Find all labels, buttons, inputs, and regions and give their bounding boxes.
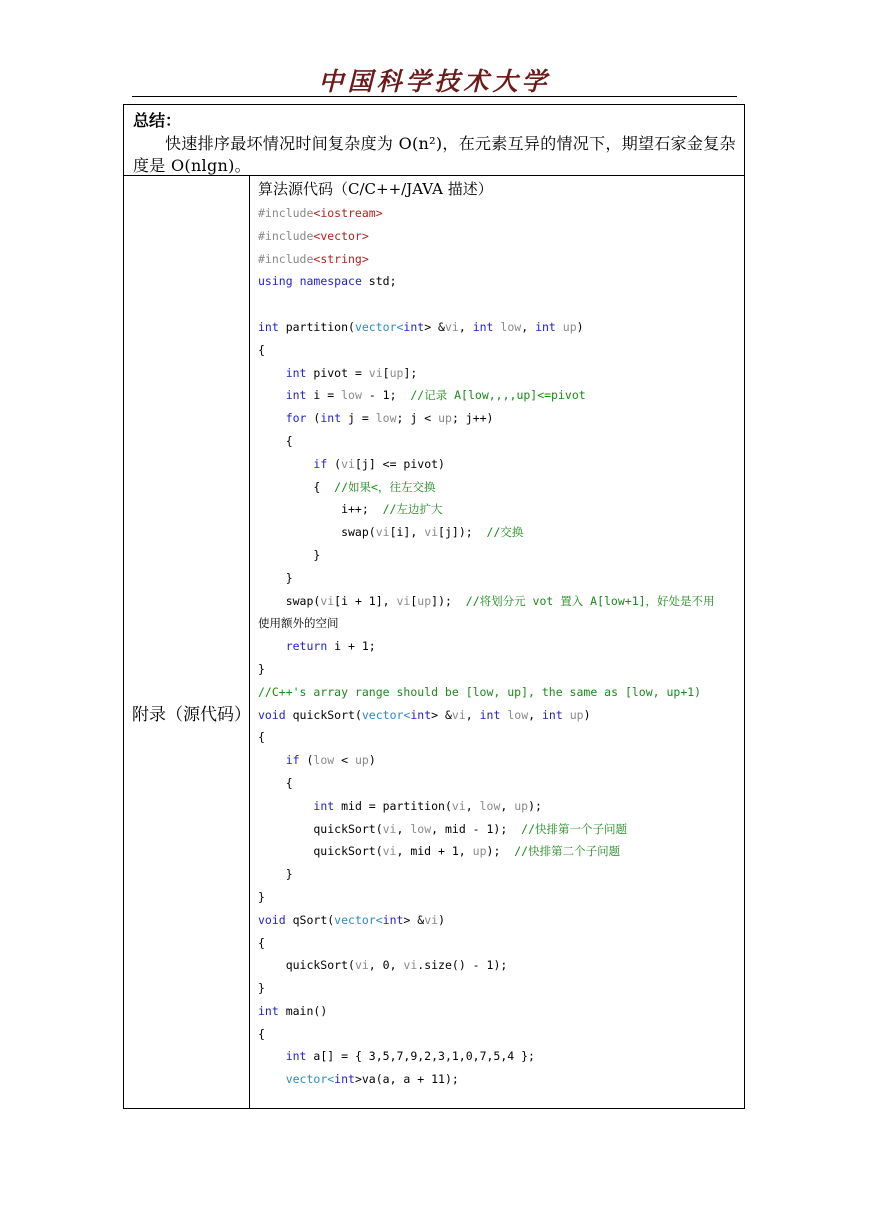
code-line: void qSort(vector<int> &vi) (258, 912, 445, 927)
header-rule (132, 96, 737, 97)
code-line: { (258, 342, 265, 357)
code-line: } (258, 981, 265, 996)
code-line: if (low < up) (285, 753, 376, 768)
code-line: { (258, 1026, 265, 1041)
code-line: void quickSort(vector<int> &vi, int low, int up) (258, 707, 591, 722)
code-line: } (258, 889, 265, 904)
appendix-label: 附录（源代码） (132, 705, 251, 725)
code-line: 使用额外的空间 (258, 616, 339, 631)
code-line: int main() (258, 1003, 328, 1018)
code-line: //C++'s array range should be [low, up], the same as [low, up+1) (258, 684, 702, 699)
code-line: } (258, 867, 293, 882)
code-line: using namespace std; (258, 274, 397, 289)
code-line: quickSort(vi, 0, vi.size() - 1); (258, 958, 508, 973)
code-line: { (258, 433, 293, 448)
code-line: quickSort(vi, mid + 1, up); //快排第二个子问题 (258, 844, 621, 859)
code-line: { //如果<，往左交换 (258, 479, 436, 494)
code-line: #include<vector> (258, 228, 369, 243)
code-line: int mid = partition(vi, low, up); (313, 798, 542, 813)
code-line: vector<int>va(a, a + 11); (285, 1072, 459, 1087)
code-line: #include<string> (258, 251, 369, 266)
code-line: int i = low - 1; //记录 A[low,,,,up]<=pivot (285, 388, 586, 403)
code-line (258, 293, 744, 316)
university-logo-text: 中国科学技术大学 (318, 67, 551, 96)
code-line: swap(vi[i + 1], vi[up]); //将划分元 vot 置入 A[low+1]，好处是不用 (258, 593, 715, 608)
code-line: for (int j = low; j < up; j++) (285, 411, 494, 426)
code-line: int partition(vector<int> &vi, int low, int up) (258, 319, 584, 334)
code-line: if (vi[j] <= pivot) (313, 456, 445, 471)
code-line: { (258, 730, 265, 745)
code-line: } (258, 661, 265, 676)
summary-label: 总结： (133, 111, 182, 130)
source-code-cell (250, 176, 744, 1108)
code-line: { (258, 935, 265, 950)
code-line: } (258, 547, 321, 562)
report-table (123, 104, 745, 1109)
summary-cell (124, 105, 744, 176)
code-line: int pivot = vi[up]; (285, 365, 418, 380)
code-line: i++; //左边扩大 (258, 502, 443, 517)
appendix-label-cell (124, 176, 250, 1108)
code-line: #include<iostream> (258, 206, 383, 220)
summary-text: 快速排序最坏情况时间复杂度为 O(n²)，在元素互异的情况下，期望石家金复杂度是 O(nlgn)。 (133, 134, 736, 175)
code-line: { (258, 775, 293, 790)
code-line: int a[] = { 3,5,7,9,2,3,1,0,7,5,4 }; (285, 1049, 535, 1064)
code-line: } (258, 570, 293, 585)
code-title: 算法源代码（C/C++/JAVA 描述） (258, 180, 493, 198)
code-line: swap(vi[i], vi[j]); //交换 (258, 525, 524, 540)
code-line: return i + 1; (285, 639, 376, 654)
code-line: quickSort(vi, low, mid - 1); //快排第一个子问题 (258, 821, 627, 836)
code-block (258, 202, 744, 1091)
